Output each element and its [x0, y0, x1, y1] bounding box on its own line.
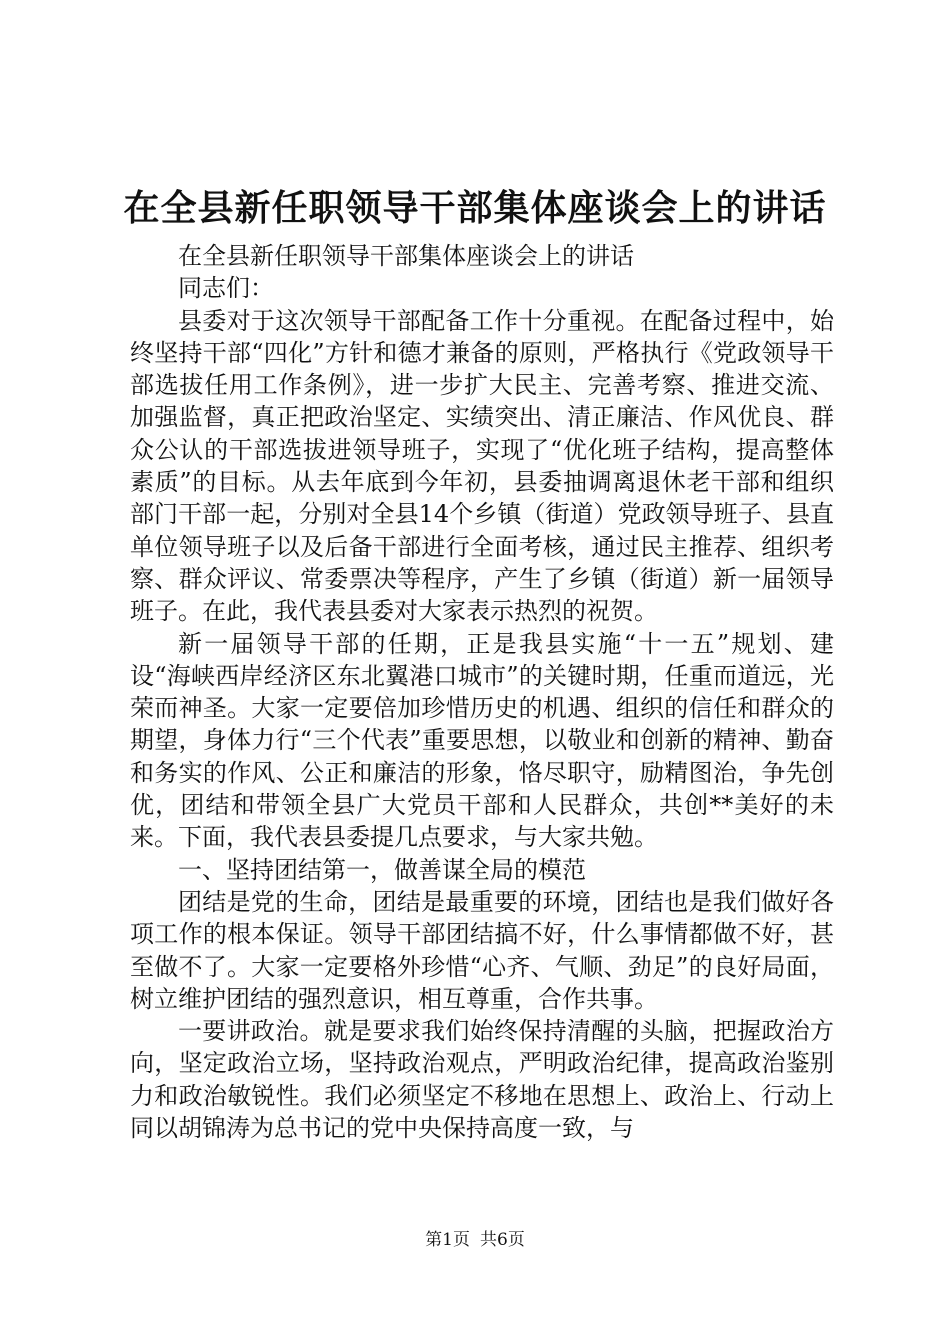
paragraph: 新一届领导干部的任期，正是我县实施“十一五”规划、建设“海峡西岸经济区东北翼港口城市”的关键时期，任重而道远，光荣而神圣。大家一定要倍加珍惜历史的机遇、组织的信任和群众的期望，身体力行“三个代表”重要思想，以敬业和创新的精神、勤奋和务实的作风、公正和廉洁的形象，恪尽职守，励精图治，争先创优，团结和带领全县广大党员干部和人民群众，共创**美好的未来。下面，我代表县委提几点要求，与大家共勉。: [130, 629, 834, 852]
document-title: 在全县新任职领导干部集体座谈会上的讲话: [123, 187, 827, 229]
paragraph: 团结是党的生命，团结是最重要的环境，团结也是我们做好各项工作的根本保证。领导干部团结搞不好，什么事情都做不好，甚至做不了。大家一定要格外珍惜“心齐、气顺、劲足”的良好局面，树立维护团结的强烈意识，相互尊重，合作共事。: [130, 887, 834, 1013]
paragraph: 县委对于这次领导干部配备工作十分重视。在配备过程中，始终坚持干部“四化”方针和德才兼备的原则，严格执行《党政领导干部选拔任用工作条例》，进一步扩大民主、完善考察、推进交流、加强监督，真正把政治坚定、实绩突出、清正廉洁、作风优良、群众公认的干部选拔进领导班子，实现了“优化班子结构，提高整体素质”的目标。从去年底到今年初，县委抽调离退休老干部和组织部门干部一起，分别对全县14个乡镇（街道）党政领导班子、县直单位领导班子以及后备干部进行全面考核，通过民主推荐、组织考察、群众评议、常委票决等程序，产生了乡镇（街道）新一届领导班子。在此，我代表县委对大家表示热烈的祝贺。: [130, 306, 834, 626]
section-heading: 一、坚持团结第一，做善谋全局的模范: [178, 855, 586, 884]
paragraph: 一要讲政治。就是要求我们始终保持清醒的头脑，把握政治方向，坚定政治立场，坚持政治观点，严明政治纪律，提高政治鉴别力和政治敏锐性。我们必须坚定不移地在思想上、政治上、行动上同以胡锦涛为总书记的党中央保持高度一致，与: [130, 1017, 834, 1143]
page-total: 共6页: [480, 1230, 525, 1250]
paragraph-salutation: 同志们：: [178, 274, 274, 303]
page-footer: [0, 1228, 950, 1252]
paragraph-subtitle: 在全县新任职领导干部集体座谈会上的讲话: [178, 242, 634, 270]
document-body: [130, 240, 834, 1144]
page-number: 第1页: [425, 1230, 470, 1250]
